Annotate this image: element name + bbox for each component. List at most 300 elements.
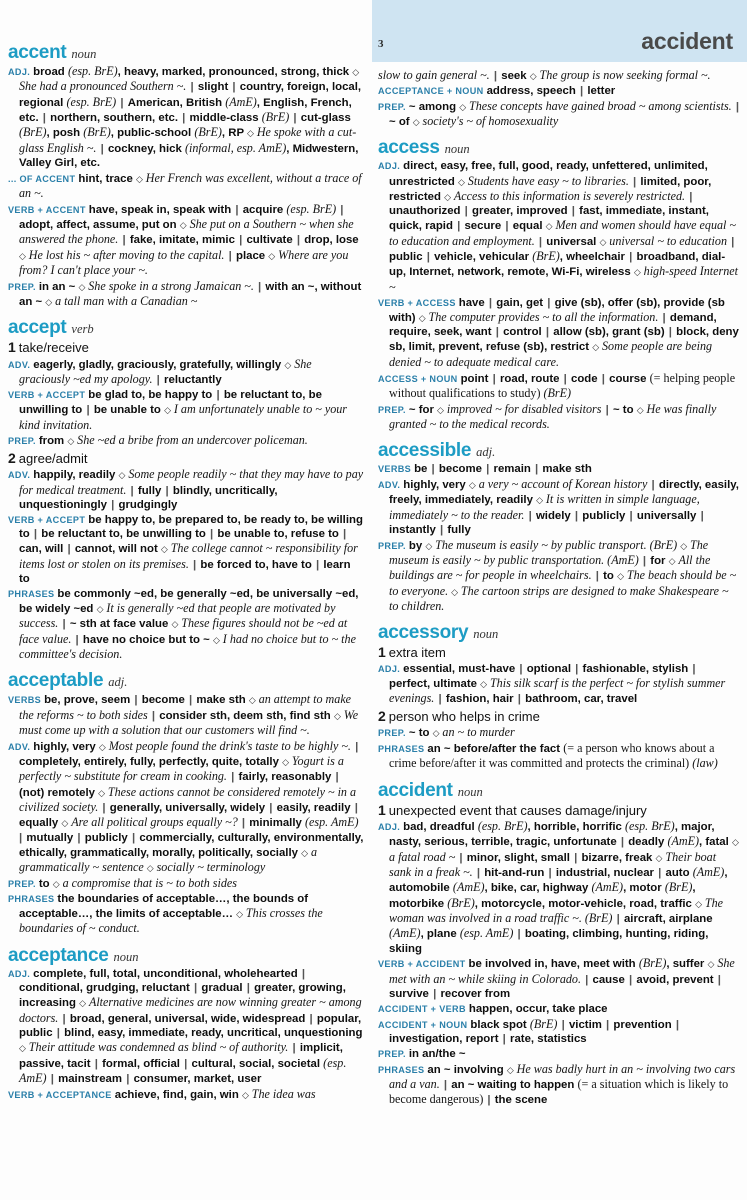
block-label: ACCESS + NOUN: [378, 373, 458, 384]
text-run: gradual: [201, 982, 243, 995]
page-number: 3: [378, 38, 384, 50]
text-run: ◇: [731, 838, 739, 849]
text-run: |: [487, 1094, 494, 1107]
text-run: , motorbike: [389, 882, 696, 910]
text-run: She ~ed a bribe from an undercover policeman.: [77, 433, 308, 448]
text-run: |: [531, 463, 542, 476]
text-run: |: [59, 1012, 69, 1025]
text-run: universal ~ to education: [609, 233, 728, 248]
text-run: code: [571, 372, 598, 385]
text-run: slow to gain general ~.: [378, 68, 490, 82]
text-run: |: [59, 618, 69, 631]
text-run: He was finally granted ~ to the medical records.: [389, 401, 717, 431]
text-run: |: [490, 70, 501, 82]
text-run: slight: [197, 81, 229, 94]
text-run: This crosses the boundaries of ~ conduct.: [19, 906, 323, 936]
text-run: seek: [501, 70, 530, 82]
text-run: fashion, hair: [445, 693, 514, 706]
text-run: make sth: [196, 694, 249, 707]
text-run: Most people found the drink's taste to be highly ~.: [108, 738, 351, 753]
headword[interactable]: access: [378, 137, 440, 159]
text-run: |: [423, 251, 434, 264]
text-run: , motorcycle, motor-vehicle, road, traffic: [474, 897, 696, 910]
sense-label: take/receive: [18, 340, 89, 356]
text-run: |: [525, 509, 535, 522]
text-run: from: [38, 435, 68, 448]
text-run: vehicle, vehicular: [434, 251, 533, 264]
sense-heading: [378, 644, 740, 661]
block-label: ADJ.: [8, 968, 31, 979]
block-label: ADJ.: [378, 822, 401, 833]
text-run: an ~ to murder: [442, 725, 515, 740]
text-run: ◇: [633, 268, 644, 279]
text-run: (esp. AmE): [19, 1055, 347, 1085]
text-run: letter: [587, 84, 616, 97]
sense-block: [378, 956, 740, 1001]
text-run: conditional, grudging, reluctant: [19, 982, 190, 995]
sense-number: 1: [378, 644, 386, 661]
text-run: bizarre, freak: [581, 851, 656, 864]
text-run: The museum is easily ~ by public transport. (BrE): [435, 537, 681, 552]
text-run: |: [131, 694, 141, 707]
text-run: |: [617, 836, 628, 849]
text-run: (esp. BrE): [286, 201, 337, 216]
text-run: |: [235, 234, 246, 247]
text-run: (BrE): [83, 125, 111, 140]
headword[interactable]: accept: [8, 317, 67, 339]
sense-block: [8, 692, 364, 738]
text-run: |: [489, 372, 499, 385]
text-run: northern, southern, etc.: [50, 111, 179, 124]
text-run: cut-glass: [300, 111, 351, 124]
text-run: (BrE): [447, 895, 475, 910]
headword[interactable]: accessory: [378, 622, 469, 644]
headword-line: [8, 318, 364, 338]
text-run: direct, easy, free, full, good, ready, unfettered, unlimited, unrestricted: [389, 160, 708, 188]
text-run: ◇: [437, 405, 447, 416]
text-run: a grammatically ~ sentence: [19, 844, 317, 875]
sense-block: [378, 1062, 740, 1108]
text-run: |: [229, 81, 239, 94]
text-run: ~ to: [612, 403, 637, 416]
part-of-speech: noun: [444, 142, 470, 157]
text-run: |: [571, 509, 582, 522]
text-run: minimally: [249, 817, 306, 830]
block-label: PHRASES: [8, 588, 55, 599]
text-run: She put on a Southern ~ when she answered the phone.: [19, 217, 354, 247]
text-run: ◇: [617, 572, 627, 583]
text-run: Access to this information is severely restricted.: [453, 188, 686, 203]
text-run: highly, very: [33, 740, 99, 753]
text-run: ~ to: [408, 727, 433, 740]
text-run: ◇: [98, 788, 108, 799]
block-label: VERB + ACCIDENT: [378, 959, 466, 970]
text-run: greater, improved: [472, 205, 568, 218]
text-run: ~ of: [389, 115, 413, 128]
part-of-speech: noun: [71, 47, 97, 61]
text-run: , posh: [46, 127, 84, 140]
block-label: ACCIDENT + VERB: [378, 1003, 466, 1014]
block-label: PREP.: [8, 436, 36, 447]
text-run: |: [53, 1026, 64, 1039]
part-of-speech: verb: [71, 322, 94, 337]
text-run: ◇: [247, 129, 257, 140]
part-of-speech: adj.: [108, 675, 128, 690]
text-run: fully: [137, 484, 162, 497]
text-run: |: [312, 558, 323, 571]
text-run: (AmE): [389, 926, 421, 941]
text-run: |: [189, 558, 200, 571]
headword-line: [8, 671, 364, 691]
block-label: ... OF ACCENT: [8, 173, 76, 184]
text-run: , plane: [420, 928, 460, 941]
text-run: ◇: [418, 313, 429, 324]
text-run: She had a pronounced Southern ~.: [19, 79, 187, 94]
block-label: VERB + ACCENT: [8, 204, 86, 215]
text-run: The beach should be ~ to everyone.: [389, 568, 737, 598]
sense-block: [378, 477, 740, 537]
part-of-speech: adj.: [476, 445, 496, 460]
text-run: ◇: [425, 541, 436, 552]
text-run: |: [686, 190, 693, 203]
text-run: He spoke with a cut-glass English ~.: [19, 125, 357, 155]
part-of-speech: noun: [457, 784, 483, 799]
text-run: ◇: [636, 405, 647, 416]
sense-block: [8, 587, 364, 663]
text-run: widely: [535, 509, 571, 522]
text-run: ◇: [98, 742, 109, 753]
text-run: |: [227, 771, 238, 784]
text-run: , English, French, etc.: [19, 96, 352, 124]
text-run: Are all political groups equally ~?: [71, 815, 238, 830]
text-run: |: [213, 389, 223, 402]
sense-label: person who helps in crime: [388, 708, 540, 724]
text-run: |: [602, 1018, 613, 1031]
text-run: ◇: [529, 72, 540, 82]
sense-block: [378, 159, 740, 295]
text-run: be commonly ~ed, be generally ~ed, be universally ~ed, be widely ~ed: [19, 587, 359, 616]
text-run: country, foreign, local, regional: [19, 81, 362, 109]
text-run: blindly, uncritically, unquestioningly: [19, 484, 278, 511]
text-run: ◇: [592, 343, 602, 354]
text-run: be involved in, have, meet with: [468, 958, 639, 971]
text-run: |: [293, 234, 304, 247]
sense-block: [378, 1002, 740, 1016]
text-run: a fatal road ~: [389, 849, 456, 864]
text-run: |: [648, 479, 658, 492]
text-run: (AmE): [692, 865, 725, 880]
text-run: recover from: [440, 988, 511, 1001]
text-run: happen, occur, take place: [468, 1002, 608, 1015]
text-run: place: [235, 249, 269, 262]
text-run: ◇: [79, 999, 89, 1010]
text-run: , bike, car, highway: [484, 882, 592, 895]
text-run: ~ for: [408, 403, 438, 416]
sense-label: extra item: [388, 645, 446, 661]
text-run: universal: [546, 235, 600, 248]
text-run: control: [503, 326, 542, 339]
text-run: broad, general, universal, wide, widespread: [69, 1012, 306, 1025]
part-of-speech: noun: [113, 949, 139, 964]
text-run: , public-school: [110, 127, 195, 140]
text-run: (informal, esp. AmE): [185, 140, 287, 155]
text-run: ~ sth at face value: [69, 618, 172, 631]
text-run: society's ~ of homosexuality: [422, 113, 559, 128]
text-run: , motor: [623, 882, 665, 895]
text-run: The cartoon strips are designed to make Shakespeare ~ to children.: [389, 583, 729, 614]
sense-block: [8, 202, 364, 279]
block-label: VERBS: [378, 464, 412, 475]
text-run: ◇: [236, 910, 246, 921]
text-run: The group is now seeking formal ~.: [539, 68, 711, 82]
text-run: American, British: [127, 96, 226, 109]
text-run: |: [456, 851, 466, 864]
text-run: |: [148, 709, 159, 722]
text-run: heavy, marked, pronounced, strong, thick: [124, 65, 353, 78]
sense-number: 2: [378, 707, 386, 724]
text-run: |: [482, 463, 493, 476]
text-run: ◇: [459, 102, 469, 113]
text-run: It is written in simple language, immediately ~ to the reader.: [389, 492, 700, 522]
text-run: fashionable, stylish: [582, 662, 689, 675]
text-run: |: [665, 326, 676, 339]
text-run: essential, must-have: [403, 662, 516, 675]
block-label: PREP.: [378, 728, 406, 739]
text-run: |: [572, 662, 582, 675]
text-run: high-speed Internet ~: [389, 264, 739, 294]
text-run: |: [99, 801, 109, 814]
sense-block: [8, 388, 364, 433]
text-run: ◇: [96, 605, 107, 616]
headword[interactable]: accident: [378, 779, 453, 801]
text-run: |: [19, 831, 26, 844]
text-run: The museum is easily ~ by public transportation. (AmE): [389, 537, 709, 568]
text-run: improved ~ for disabled visitors: [446, 401, 602, 416]
text-run: course: [609, 372, 650, 385]
block-label: PREP.: [378, 404, 406, 415]
dictionary-entry: [8, 671, 364, 936]
text-run: (BrE): [529, 1016, 558, 1031]
text-run: ◇: [506, 1065, 517, 1076]
text-run: , wheelchair: [559, 251, 625, 264]
block-label: PREP.: [378, 540, 406, 551]
text-run: ◇: [301, 848, 311, 859]
text-run: The college cannot ~ responsibility for items lost or stolen on its premises.: [19, 541, 358, 571]
sense-label: unexpected event that causes damage/injury: [388, 802, 647, 818]
text-run: popular, public: [19, 1012, 362, 1039]
text-run: Their boat sank in a freak ~.: [389, 849, 717, 880]
text-run: (esp. BrE): [66, 94, 117, 109]
text-run: ◇: [284, 360, 295, 371]
block-label: ADJ.: [378, 663, 401, 674]
text-run: |: [107, 498, 118, 511]
text-run: |: [225, 249, 235, 262]
sense-label: agree/admit: [18, 450, 88, 466]
text-run: ◇: [19, 1044, 29, 1055]
text-run: Where are you from? I can't place your ~.: [19, 247, 349, 277]
text-run: |: [492, 326, 503, 339]
text-run: ◇: [19, 251, 29, 262]
sense-block: [378, 741, 740, 772]
sense-block: [8, 876, 364, 891]
text-run: ◇: [545, 222, 556, 233]
part-of-speech: noun: [473, 627, 499, 642]
text-run: socially ~ terminology: [156, 860, 266, 875]
text-run: ◇: [468, 481, 479, 492]
text-run: ◇: [61, 819, 72, 830]
text-run: |: [47, 1072, 58, 1085]
text-run: (= a person who knows about a crime before/after it was committed and protects the criminal): [389, 741, 715, 771]
text-run: directly, easily, freely, immediately, readily: [389, 479, 739, 507]
text-run: greater, growing, increasing: [19, 982, 346, 1010]
text-run: She spoke in a strong Jamaican ~.: [88, 278, 254, 293]
text-run: He lost his ~ after moving to the capital.: [28, 247, 225, 262]
text-run: (BrE): [532, 249, 560, 264]
text-run: address, speech: [486, 84, 576, 97]
block-label: ADV.: [8, 470, 31, 481]
dictionary-entry: [8, 43, 364, 309]
block-label: VERB + ACCESS: [378, 297, 456, 308]
text-run: become: [141, 694, 185, 707]
block-label: PHRASES: [378, 1064, 425, 1075]
text-run: ◇: [52, 880, 63, 891]
headword[interactable]: acceptance: [8, 944, 109, 966]
sense-block: [378, 819, 740, 956]
text-run: Her French was excellent, without a trace of an ~.: [19, 170, 362, 200]
text-run: Some people readily ~ that they may have to pay for medical treatment.: [19, 467, 364, 497]
text-run: a very ~ account of Korean history: [478, 477, 648, 492]
text-run: fast, immediate, instant, quick, rapid: [389, 205, 709, 233]
text-run: |: [238, 817, 249, 830]
text-run: All the buildings are ~ for people in wheelchairs.: [389, 553, 711, 583]
text-run: gain, get: [496, 296, 544, 309]
text-run: formal, official: [102, 1057, 180, 1070]
headword[interactable]: acceptable: [8, 670, 104, 692]
sense-block: [378, 725, 740, 740]
text-run: equally: [19, 817, 62, 830]
text-run: ◇: [67, 437, 78, 448]
text-run: |: [728, 235, 735, 248]
text-run: block, deny sb, limit, prevent, refuse (sb), restrict: [389, 326, 739, 354]
text-run: optional: [526, 662, 572, 675]
text-run: achieve, find, gain, win: [114, 1088, 242, 1101]
block-label: PREP.: [378, 1048, 406, 1059]
text-run: |: [598, 372, 609, 385]
text-run: limited, poor, restricted: [389, 175, 712, 203]
text-run: consumer, market, user: [133, 1072, 262, 1085]
headword[interactable]: accessible: [378, 440, 472, 462]
sense-number: 1: [8, 339, 16, 356]
text-run: ◇: [135, 174, 146, 185]
text-run: |: [581, 973, 592, 986]
text-run: fully: [447, 524, 471, 536]
text-run: (esp. BrE): [67, 63, 118, 78]
text-run: fake, imitate, mimic: [129, 234, 235, 247]
text-run: |: [339, 528, 347, 541]
sense-block: [378, 1017, 740, 1047]
text-run: |: [689, 662, 696, 675]
text-run: |: [190, 982, 201, 995]
text-run: hint, trace: [78, 172, 136, 185]
text-run: ◇: [171, 620, 182, 631]
text-run: |: [576, 84, 587, 97]
text-run: reluctantly: [164, 374, 222, 387]
text-run: Yogurt is a perfectly ~ substitute for cream in cooking.: [19, 754, 344, 784]
sense-block: [8, 967, 364, 1087]
text-run: perfect, ultimate: [389, 678, 481, 691]
text-run: |: [542, 326, 553, 339]
text-run: ◇: [118, 471, 129, 482]
text-run: |: [535, 235, 546, 248]
text-run: |: [453, 220, 464, 233]
text-run: (BrE): [543, 385, 572, 400]
text-run: cultivate: [246, 234, 293, 247]
text-run: |: [74, 831, 84, 844]
text-run: |: [83, 404, 93, 417]
text-run: |: [613, 913, 623, 926]
text-run: (AmE): [225, 94, 257, 109]
text-run: bad, dreadful: [403, 821, 478, 834]
text-run: |: [639, 555, 650, 568]
text-run: ◇: [333, 711, 344, 722]
text-run: broadband, dial-up, Internet, network, remote, Wi-Fi, wireless: [389, 251, 726, 279]
text-run: middle-class: [189, 111, 262, 124]
text-run: Some people are being denied ~ to adequate medical care.: [389, 339, 713, 369]
text-run: (AmE): [591, 880, 624, 895]
text-run: make sth: [542, 463, 592, 476]
text-run: He was badly hurt in an ~ involving two cars and a van.: [389, 1061, 736, 1091]
text-run: |: [473, 867, 484, 880]
text-run: aircraft, airplane: [623, 913, 713, 926]
text-run: |: [558, 1018, 568, 1031]
sense-block: [8, 1087, 364, 1102]
text-run: |: [570, 851, 581, 864]
text-run: |: [290, 111, 300, 124]
text-run: victim: [568, 1018, 602, 1031]
text-run: ◇: [241, 1090, 252, 1101]
sense-block: [378, 462, 740, 476]
text-run: |: [128, 831, 139, 844]
block-label: ADJ.: [8, 66, 31, 77]
text-run: She met with an ~ while skiing in Colorado.: [389, 956, 735, 986]
text-run: This silk scarf is the perfect ~ for stylish summer evenings.: [389, 676, 726, 706]
text-run: (not) remotely: [19, 786, 99, 799]
text-run: |: [162, 484, 172, 497]
sense-block: [378, 296, 740, 371]
text-run: |: [732, 100, 740, 113]
sense-block: [8, 357, 364, 388]
text-run: |: [185, 694, 196, 707]
text-run: |: [626, 509, 636, 522]
text-run: |: [206, 528, 217, 541]
text-run: |: [117, 96, 127, 109]
text-run: black spot: [470, 1018, 530, 1031]
text-run: prevention: [613, 1018, 672, 1031]
sense-block: [378, 662, 740, 707]
text-run: |: [254, 280, 265, 293]
text-run: mainstream: [58, 1072, 123, 1085]
text-run: ◇: [45, 298, 56, 309]
text-run: |: [180, 1057, 191, 1070]
text-run: |: [119, 234, 129, 247]
text-run: , major, nasty, serious, terrible, tragic, unfortunate: [389, 821, 715, 849]
text-run: ◇: [146, 864, 157, 875]
right-column: [378, 68, 740, 1110]
text-run: survive: [389, 988, 429, 1001]
text-run: , RP: [221, 127, 248, 140]
headword[interactable]: accent: [8, 42, 67, 63]
dictionary-entry: [378, 781, 740, 1108]
